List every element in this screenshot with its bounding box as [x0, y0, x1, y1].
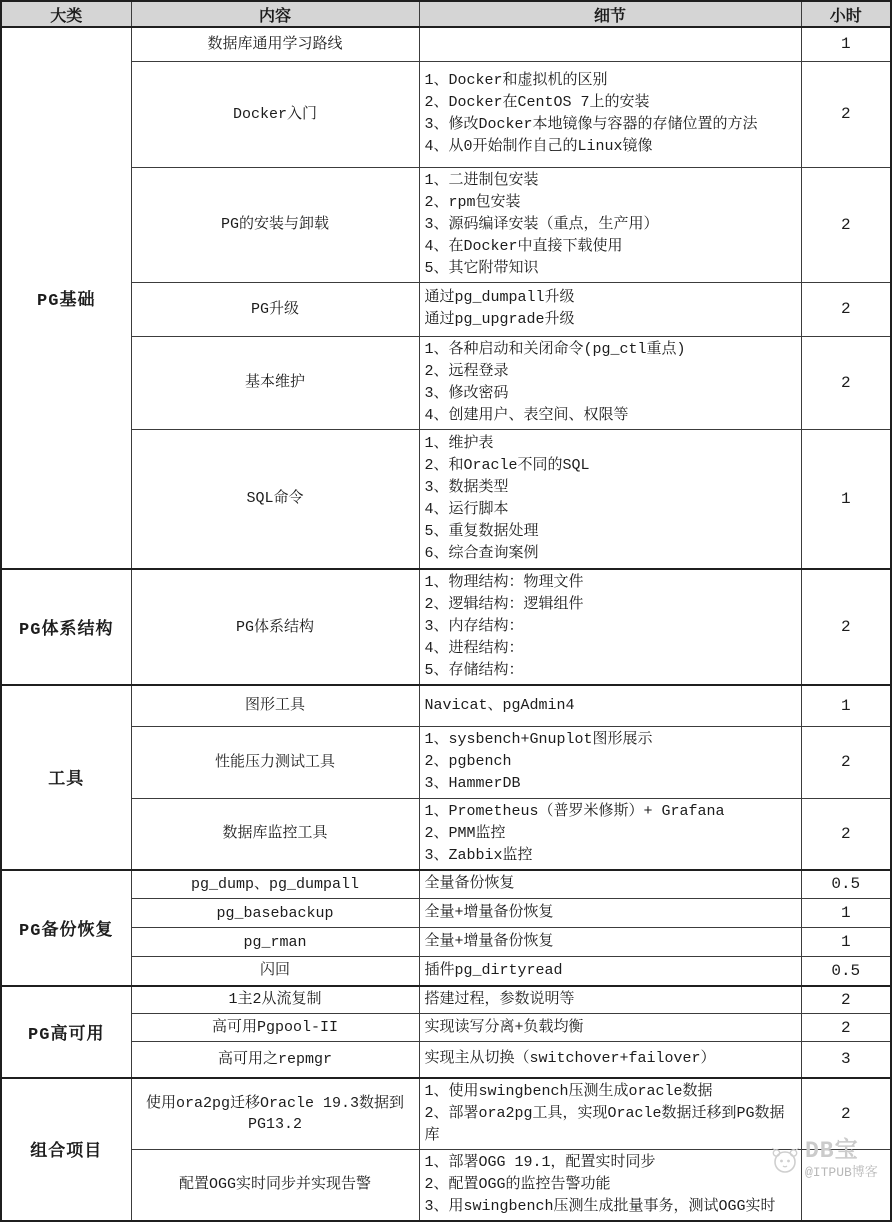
detail-line: 2、PMM监控 [424, 824, 506, 842]
details-cell [419, 685, 801, 726]
hours-cell: 2 [801, 798, 891, 870]
detail-line: 2、远程登录 [424, 362, 509, 380]
detail-line: 5、重复数据处理 [424, 522, 539, 540]
table-row [1, 1014, 891, 1042]
details-cell [419, 429, 801, 569]
detail-line: 5、其它附带知识 [424, 259, 539, 277]
table-row [1, 899, 891, 928]
table-row [1, 1078, 891, 1150]
detail-line: 3、修改Docker本地镜像与容器的存储位置的方法 [424, 116, 758, 133]
details-cell [419, 1078, 801, 1150]
table-row [1, 61, 891, 167]
hours-cell: 0.5 [801, 957, 891, 986]
table-row [1, 928, 891, 957]
table-row [1, 957, 891, 986]
detail-line: 通过pg_dumpall升级 [424, 289, 575, 306]
detail-line: 1、二进制包安装 [424, 171, 539, 189]
table-row [1, 1042, 891, 1078]
detail-line: 1、维护表 [424, 434, 494, 452]
content-cell: SQL命令 [131, 429, 419, 569]
header-row [1, 1, 891, 27]
category-cell: PG高可用 [1, 986, 131, 1078]
detail-line: 全量+增量备份恢复 [424, 904, 554, 921]
detail-line: 2、pgbench [424, 753, 512, 770]
content-cell: 高可用之repmgr [131, 1042, 419, 1078]
detail-line: 全量+增量备份恢复 [424, 933, 554, 950]
detail-line: 2、部署ora2pg工具，实现Oracle数据迁移到PG数据库 [424, 1104, 785, 1144]
hours-cell: 1 [801, 899, 891, 928]
detail-line: 3、用swingbench压测生成批量事务，测试OGG实时 [424, 1197, 776, 1215]
table-row [1, 1149, 891, 1221]
details-cell [419, 726, 801, 798]
detail-line: 插件pg_dirtyread [424, 961, 563, 979]
details-cell [419, 899, 801, 928]
detail-line: 实现主从切换（switchover+failover） [424, 1050, 716, 1068]
table-row [1, 167, 891, 282]
detail-line: Navicat、pgAdmin4 [424, 696, 575, 714]
content-cell: 数据库通用学习路线 [131, 27, 419, 61]
hours-cell: 2 [801, 336, 891, 429]
table-body [1, 27, 891, 1221]
detail-line: 1、各种启动和关闭命令(pg_ctl重点) [424, 340, 686, 358]
table-row [1, 429, 891, 569]
detail-line: 实现读写分离+负载均衡 [424, 1018, 584, 1036]
hours-cell: 1 [801, 685, 891, 726]
watermark-source: @ITPUB博客 [805, 1165, 878, 1180]
hours-cell: 2 [801, 1078, 891, 1150]
category-cell: PG体系结构 [1, 569, 131, 685]
table-row [1, 27, 891, 61]
category-cell: 组合项目 [1, 1078, 131, 1221]
hours-cell: 1 [801, 27, 891, 61]
detail-line: 搭建过程，参数说明等 [424, 990, 575, 1008]
detail-line: 3、源码编译安装（重点，生产用） [424, 215, 659, 233]
detail-line: 3、HammerDB [424, 775, 521, 792]
content-cell: 配置OGG实时同步并实现告警 [131, 1149, 419, 1221]
col-header-category: 大类 [1, 1, 131, 27]
category-cell: PG备份恢复 [1, 870, 131, 986]
content-cell: 闪回 [131, 957, 419, 986]
table-row [1, 870, 891, 899]
col-header-content: 内容 [131, 1, 419, 27]
detail-line: 5、存储结构： [424, 662, 524, 679]
details-cell [419, 1014, 801, 1042]
detail-line: 4、进程结构： [424, 640, 524, 657]
content-cell: 1主2从流复制 [131, 986, 419, 1014]
category-cell: 工具 [1, 685, 131, 870]
watermark-brand: DB宝 [805, 1138, 859, 1164]
detail-line: 1、物理结构：物理文件 [424, 574, 584, 591]
table-row [1, 986, 891, 1014]
content-cell: 使用ora2pg迁移Oracle 19.3数据到PG13.2 [131, 1078, 419, 1150]
table-row [1, 336, 891, 429]
hours-cell: 2 [801, 1014, 891, 1042]
content-cell: PG体系结构 [131, 569, 419, 685]
content-cell: pg_dump、pg_dumpall [131, 870, 419, 899]
content-cell: PG升级 [131, 282, 419, 336]
col-header-hours: 小时 [801, 1, 891, 27]
details-cell [419, 569, 801, 685]
hours-cell: 2 [801, 61, 891, 167]
content-cell: Docker入门 [131, 61, 419, 167]
detail-line: 1、Docker和虚拟机的区别 [424, 72, 608, 89]
content-cell: 图形工具 [131, 685, 419, 726]
details-cell [419, 957, 801, 986]
hours-cell: 2 [801, 282, 891, 336]
content-cell: 数据库监控工具 [131, 798, 419, 870]
hours-cell: 3 [801, 1042, 891, 1078]
content-cell: 性能压力测试工具 [131, 726, 419, 798]
table-row [1, 726, 891, 798]
detail-line: 全量备份恢复 [424, 875, 515, 893]
detail-line: 2、Docker在CentOS 7上的安装 [424, 94, 650, 111]
col-header-details: 细节 [419, 1, 801, 27]
details-cell [419, 61, 801, 167]
detail-line: 1、部署OGG 19.1，配置实时同步 [424, 1153, 656, 1171]
hours-cell: 1 [801, 429, 891, 569]
table-row [1, 569, 891, 685]
detail-line: 6、综合查询案例 [424, 544, 539, 562]
detail-line: 2、配置OGG的监控告警功能 [424, 1175, 611, 1193]
detail-line: 4、创建用户、表空间、权限等 [424, 406, 629, 424]
content-cell: pg_rman [131, 928, 419, 957]
details-cell [419, 986, 801, 1014]
detail-line: 1、使用swingbench压测生成oracle数据 [424, 1082, 713, 1100]
detail-line: 4、运行脚本 [424, 500, 509, 518]
detail-line: 1、sysbench+Gnuplot图形展示 [424, 731, 653, 748]
hours-cell: 1 [801, 928, 891, 957]
details-cell [419, 27, 801, 61]
hours-cell: 2 [801, 167, 891, 282]
content-cell: PG的安装与卸载 [131, 167, 419, 282]
detail-line: 3、Zabbix监控 [424, 846, 533, 864]
details-cell [419, 336, 801, 429]
detail-line: 2、rpm包安装 [424, 193, 521, 211]
details-cell [419, 870, 801, 899]
category-cell: PG基础 [1, 27, 131, 569]
hours-cell: 2 [801, 726, 891, 798]
content-cell: pg_basebackup [131, 899, 419, 928]
detail-line: 3、数据类型 [424, 478, 509, 496]
details-cell [419, 1149, 801, 1221]
detail-line: 3、内存结构： [424, 618, 524, 635]
detail-line: 2、逻辑结构：逻辑组件 [424, 596, 584, 613]
detail-line: 2、和Oracle不同的SQL [424, 456, 590, 474]
detail-line: 4、从0开始制作自己的Linux镜像 [424, 138, 653, 155]
hours-cell: 2 [801, 569, 891, 685]
table-row [1, 282, 891, 336]
detail-line: 3、修改密码 [424, 384, 509, 402]
hours-cell: 2 [801, 986, 891, 1014]
content-cell: 基本维护 [131, 336, 419, 429]
detail-line: 1、Prometheus（普罗米修斯）+ Grafana [424, 802, 725, 820]
table-row [1, 798, 891, 870]
detail-line: 通过pg_upgrade升级 [424, 311, 575, 328]
detail-line: 4、在Docker中直接下载使用 [424, 237, 623, 255]
details-cell [419, 167, 801, 282]
details-cell [419, 928, 801, 957]
content-cell: 高可用Pgpool-II [131, 1014, 419, 1042]
hours-cell: 0.5 [801, 870, 891, 899]
details-cell [419, 798, 801, 870]
hours-cell [801, 1149, 891, 1221]
details-cell [419, 282, 801, 336]
details-cell [419, 1042, 801, 1078]
table-row [1, 685, 891, 726]
